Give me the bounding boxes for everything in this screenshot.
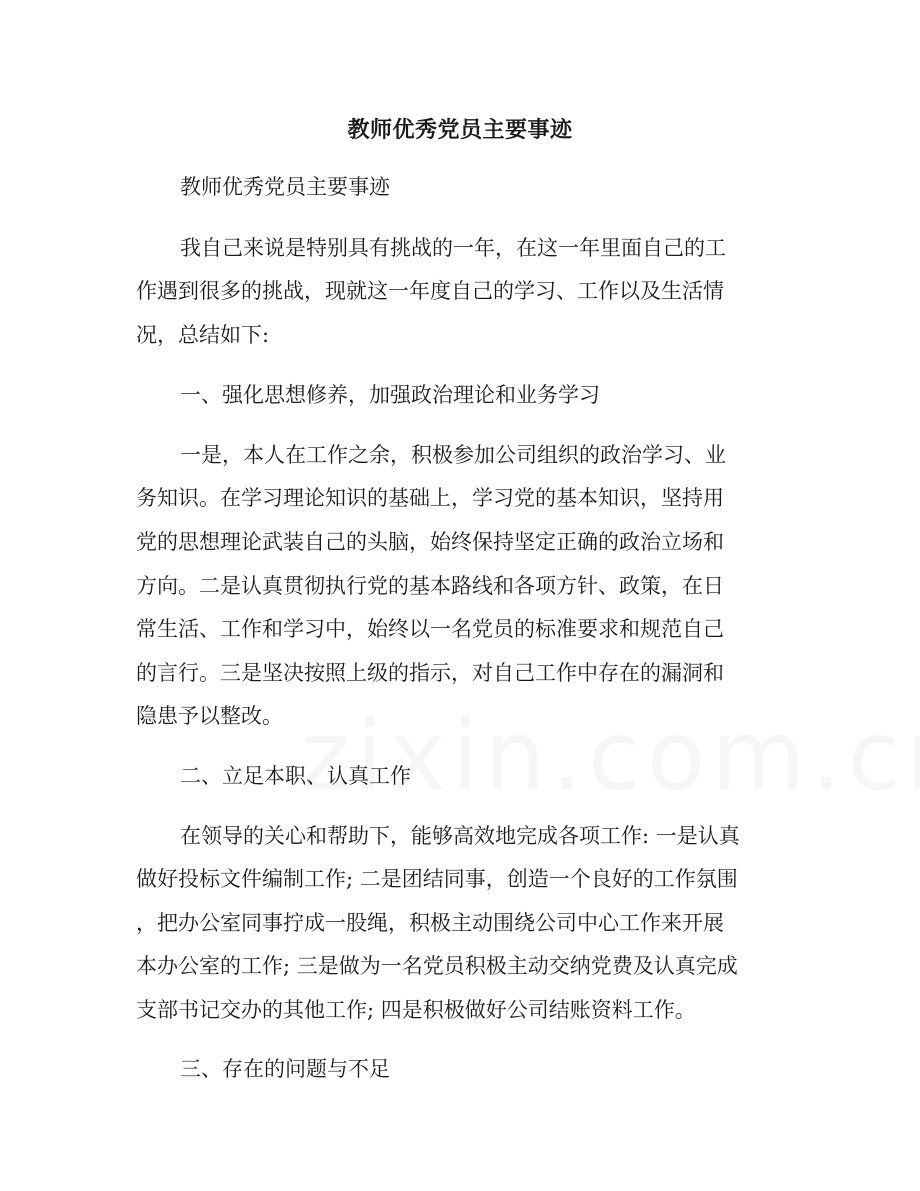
section-heading: 一、强化思想修养，加强政治理论和业务学习 [180, 383, 600, 407]
paragraph-line: 在领导的关心和帮助下，能够高效地完成各项工作: 一是认真 [180, 824, 740, 848]
paragraph-line: 本办公室的工作; 三是做为一名党员积极主动交纳党费及认真完成 [136, 954, 738, 978]
paragraph-line: 务知识。在学习理论知识的基础上，学习党的基本知识，坚持用 [136, 486, 724, 510]
section-heading: 三、存在的问题与不足 [180, 1057, 390, 1081]
paragraph-line: 我自己来说是特别具有挑战的一年，在这一年里面自己的工 [180, 236, 726, 260]
subtitle-line: 教师优秀党员主要事迹 [180, 175, 390, 199]
paragraph-line: 党的思想理论武装自己的头脑，始终保持坚定正确的政治立场和 [136, 530, 724, 554]
document-title: 教师优秀党员主要事迹 [347, 117, 573, 143]
paragraph-line: 的言行。三是坚决按照上级的指示，对自己工作中存在的漏洞和 [136, 661, 724, 685]
paragraph-line: ，把办公室同事拧成一股绳，积极主动围绕公司中心工作来开展 [136, 911, 724, 935]
watermark [300, 700, 920, 812]
paragraph-line: 常生活、工作和学习中，始终以一名党员的标准要求和规范自己 [136, 617, 724, 641]
paragraph-line: 支部书记交办的其他工作; 四是积极做好公司结账资料工作。 [136, 998, 696, 1022]
paragraph-line: 况，总结如下: [136, 323, 270, 347]
paragraph-line: 作遇到很多的挑战，现就这一年度自己的学习、工作以及生活情 [136, 279, 724, 303]
paragraph-line: 一是，本人在工作之余，积极参加公司组织的政治学习、业 [180, 443, 726, 467]
paragraph-line: 方向。二是认真贯彻执行党的基本路线和各项方针、政策，在日 [136, 574, 724, 598]
paragraph-line: 隐患予以整改。 [136, 704, 283, 728]
paragraph-line: 做好投标文件编制工作; 二是团结同事，创造一个良好的工作氛围 [136, 867, 738, 891]
section-heading: 二、立足本职、认真工作 [180, 764, 411, 788]
